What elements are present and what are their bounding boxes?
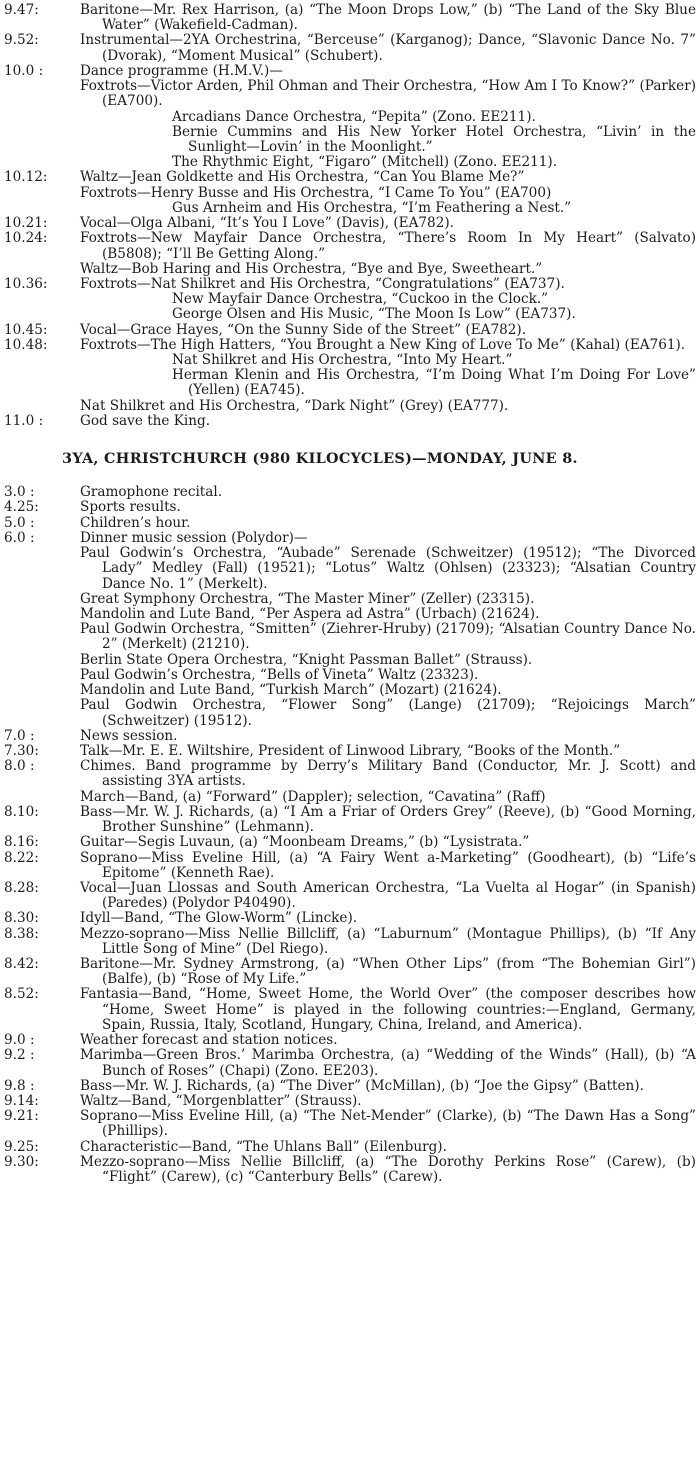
entry-text: News session. [80,727,178,744]
entry-time: 8.30: [4,910,39,927]
entry-time: 10.36: [4,275,48,292]
programme-entry [0,231,700,277]
entry-time: 9.30: [4,1153,39,1170]
programme-entry [0,500,700,515]
entry-text: Weather forecast and station notices. [80,1032,338,1049]
entry-text: Bass—Mr. W. J. Richards, (a) “The Diver” (McMillan), (b) “Joe the Gipsy” (Batten). [80,1077,644,1094]
programme-entry [0,1109,700,1139]
entry-text: Gramophone recital. [80,484,223,501]
entry-subtext: Arcadians Dance Orchestra, “Pepita” (Zono. EE211). [172,108,536,125]
entry-time: 7.0 : [4,727,35,744]
programme-entry [0,987,700,1033]
entry-time: 11.0 : [4,412,44,429]
programme-entry [0,64,700,79]
entry-text: Baritone—Mr. Sydney Armstrong, (a) “When Other Lips” (from “The Bohemian Girl”) (Balfe), (b) “Rose of My Life.” [80,956,696,988]
programme-entry [0,1140,700,1155]
entry-time: 8.28: [4,879,39,896]
entry-subtext: Gus Arnheim and His Orchestra, “I’m Feathering a Nest.” [172,199,572,216]
entry-text: Sports results. [80,499,181,516]
entry-text: Paul Godwin’s Orchestra, “Aubade” Serenade (Schweitzer) (19512); “The Divorced Lady” Medley (Fall) (19521); “Lotus” Waltz (Ohlsen) (23323); “Alsatian Country Dance No. 1” (Merkelt). [80,545,696,592]
entry-text: Great Symphony Orchestra, “The Master Miner” (Zeller) (23315). [80,590,535,607]
entry-text: Baritone—Mr. Rex Harrison, (a) “The Moon Drops Low,” (b) “The Land of the Sky Blue Water” (Wakefield-Cadman). [80,2,696,34]
entry-text: Characteristic—Band, “The Uhlans Ball” (Eilenburg). [80,1138,447,1155]
programme-entry [0,835,700,850]
entry-time: 8.22: [4,849,39,866]
entry-text: Mandolin and Lute Band, “Turkish March” (Mozart) (21624). [80,682,502,699]
programme-entry [0,957,700,987]
entry-text: March—Band, (a) “Forward” (Dappler); selection, “Cavatina” (Raff) [80,788,546,805]
programme-section-2ya [0,3,700,429]
programme-entry [0,1079,700,1094]
programme-entry [0,851,700,881]
entry-text: Bass—Mr. W. J. Richards, (a) “I Am a Friar of Orders Grey” (Reeve), (b) “Good Morning, Brother Sunshine” (Lehmann). [80,803,696,836]
entry-text: Marimba—Green Bros.’ Marimba Orchestra, (a) “Wedding of the Winds” (Hall), (b) “A Bunch of Roses” (Chapi) (Zono. EE203). [80,1047,696,1079]
entry-text: Paul Godwin Orchestra, “Flower Song” (Lange) (21709); “Rejoicings March” (Schweitzer) (19512). [80,697,696,729]
entry-time: 9.25: [4,1138,39,1155]
entry-text: Vocal—Grace Hayes, “On the Sunny Side of the Street” (EA782). [80,321,527,338]
entry-text: Berlin State Opera Orchestra, “Knight Passman Ballet” (Strauss). [80,651,533,668]
entry-time: 8.52: [4,986,39,1003]
entry-time: 6.0 : [4,529,35,546]
programme-entry [0,805,700,835]
entry-subtext: Herman Klenin and His Orchestra, “I’m Doing What I’m Doing For Love” (Yellen) (EA745). [172,367,696,399]
entry-text: God save the King. [80,412,211,429]
programme-entry [0,338,700,399]
entry-text: Foxtrots—The High Hatters, “You Brought a New King of Love To Me” (Kahal) (EA761). [80,336,686,353]
programme-entry [0,170,700,216]
entry-text: Foxtrots—Nat Shilkret and His Orchestra, “Congratulations” (EA737). [80,275,565,292]
programme-entry [0,1033,700,1048]
entry-time: 9.2 : [4,1047,35,1064]
entry-text: Foxtrots—Henry Busse and His Orchestra, “I Came To You” (EA700) [80,184,552,201]
entry-text: Paul Godwin Orchestra, “Smitten” (Ziehrer-Hruby) (21709); “Alsatian Country Dance No. 2” (Merkelt) (21210). [80,621,696,653]
programme-entry [0,744,700,759]
entry-text: Waltz—Jean Goldkette and His Orchestra, “Can You Blame Me?” [80,169,525,186]
entry-subtext: New Mayfair Dance Orchestra, “Cuckoo in the Clock.” [172,291,549,308]
programme-entry [0,1155,700,1185]
entry-time: 7.30: [4,742,39,759]
programme-entry [0,3,700,33]
entry-time: 10.48: [4,336,48,353]
entry-text: Vocal—Juan Llossas and South American Orchestra, “La Vuelta al Hogar” (in Spanish) (Paredes) (Polydor P40490). [80,879,696,912]
entry-text: Dinner music session (Polydor)— [80,529,308,546]
entry-time: 10.21: [4,215,48,232]
entry-text: Children’s hour. [80,514,191,531]
programme-entry [0,399,700,414]
entry-subtext: Nat Shilkret and His Orchestra, “Into My Heart.” [172,352,513,369]
programme-entry [0,79,700,170]
entry-subtext: The Rhythmic Eight, “Figaro” (Mitchell) (Zono. EE211). [172,154,558,171]
entry-text: Foxtrots—Victor Arden, Phil Ohman and Their Orchestra, “How Am I To Know?” (Parker) (EA700). [80,78,696,110]
programme-section-3ya [0,485,700,1185]
entry-subtext: George Olsen and His Music, “The Moon Is Low” (EA737). [172,306,576,323]
entry-text: Fantasia—Band, “Home, Sweet Home, the World Over” (the composer describes how “Home, Sweet Home” is played in the following countries:—England, Germany, Spain, Russia, Italy, Scotland, Hungary, China, Ireland, and America). [80,986,696,1033]
programme-entry [0,414,700,429]
programme-entry [0,729,700,744]
programme-entry [0,927,700,957]
programme-entry [0,759,700,805]
programme-entry [0,485,700,500]
station-heading: 3YA, CHRISTCHURCH (980 KILOCYCLES)—MONDAY, JUNE 8. [62,450,578,468]
entry-text: Talk—Mr. E. E. Wiltshire, President of Linwood Library, “Books of the Month.” [80,742,621,759]
entry-subtext: Bernie Cummins and His New Yorker Hotel Orchestra, “Livin’ in the Sunlight—Lovin’ in the Moonlight.” [172,123,696,155]
entry-time: 10.0 : [4,62,44,79]
entry-text: Mandolin and Lute Band, “Per Aspera ad Astra” (Urbach) (21624). [80,606,540,622]
entry-time: 8.0 : [4,758,35,775]
entry-text: Chimes. Band programme by Derry’s Military Band (Conductor, Mr. J. Scott) and assisting 3YA artists. [80,758,696,790]
entry-time: 10.24: [4,230,48,247]
entry-text: Soprano—Miss Eveline Hill, (a) “The Net-Mender” (Clarke), (b) “The Dawn Has a Song” (Phillips). [80,1108,696,1140]
entry-time: 9.52: [4,32,39,49]
entry-text: Instrumental—2YA Orchestrina, “Berceuse” (Karganog); Dance, “Slavonic Dance No. 7” (Dvorak), “Moment Musical” (Schubert). [80,32,696,64]
programme-entry [0,216,700,231]
programme-entry [0,911,700,926]
entry-text: Soprano—Miss Eveline Hill, (a) “A Fairy Went a-Marketing” (Goodheart), (b) “Life’s Epitome” (Kenneth Rae). [80,849,696,881]
programme-entry [0,277,700,323]
entry-text: Waltz—Bob Haring and His Orchestra, “Bye and Bye, Sweetheart.” [80,260,543,277]
entry-text: Dance programme (H.M.V.)— [80,62,283,79]
programme-entry [0,531,700,729]
programme-entry [0,1094,700,1109]
entry-time: 8.16: [4,834,39,851]
entry-text: Mezzo-soprano—Miss Nellie Billcliff, (a) “The Dorothy Perkins Rose” (Carew), (b) “Flight” (Carew), (c) “Canterbury Bells” (Carew). [80,1153,696,1186]
entry-time: 8.10: [4,803,39,820]
entry-text: Foxtrots—New Mayfair Dance Orchestra, “There’s Room In My Heart” (Salvato) (B5808); “I’ll Be Getting Along.” [80,230,696,262]
entry-time: 10.12: [4,169,48,186]
programme-entry [0,516,700,531]
entry-text: Guitar—Segis Luvaun, (a) “Moonbeam Dreams,” (b) “Lysistrata.” [80,834,530,851]
entry-text: Nat Shilkret and His Orchestra, “Dark Night” (Grey) (EA777). [80,397,509,414]
entry-time: 9.14: [4,1093,39,1109]
entry-time: 9.0 : [4,1032,35,1049]
entry-time: 5.0 : [4,514,35,531]
entry-text: Vocal—Olga Albani, “It’s You I Love” (Davis), (EA782). [80,215,454,232]
entry-text: Idyll—Band, “The Glow-Worm” (Lincke). [80,910,358,927]
entry-time: 9.21: [4,1108,39,1125]
entry-time: 3.0 : [4,484,35,501]
programme-entry [0,323,700,338]
entry-text: Waltz—Band, “Morgenblatter” (Strauss). [80,1093,362,1109]
entry-time: 8.42: [4,956,39,973]
entry-time: 8.38: [4,925,39,942]
programme-entry [0,881,700,911]
entry-time: 9.8 : [4,1077,35,1094]
entry-time: 4.25: [4,499,39,516]
entry-time: 10.45: [4,321,48,338]
entry-text: Paul Godwin’s Orchestra, “Bells of Vineta” Waltz (23323). [80,666,479,683]
programme-entry [0,1048,700,1078]
programme-entry [0,33,700,63]
entry-text: Mezzo-soprano—Miss Nellie Billcliff, (a) “Laburnum” (Montague Phillips), (b) “If Any Little Song of Mine” (Del Riego). [80,925,696,957]
entry-time: 9.47: [4,2,39,18]
